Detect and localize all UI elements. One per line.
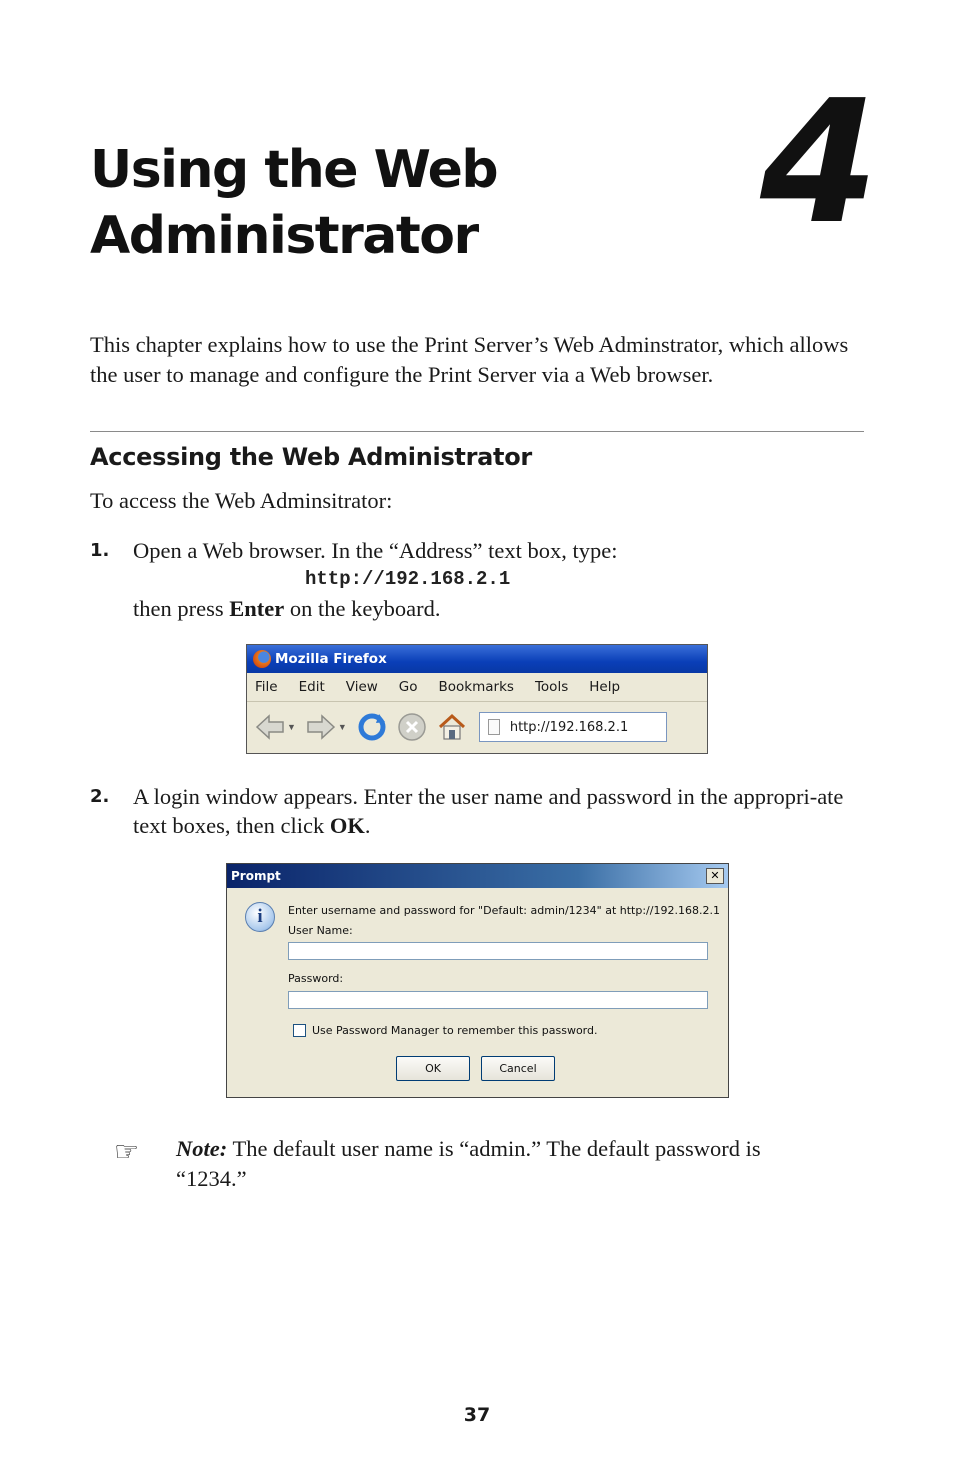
section-divider <box>90 431 864 432</box>
note-label: Note: <box>176 1136 228 1161</box>
back-dropdown-icon[interactable]: ▼ <box>287 722 296 732</box>
cancel-button[interactable]: Cancel <box>481 1056 555 1081</box>
password-label: Password: <box>288 972 344 985</box>
step-1-after: on the keyboard. <box>284 596 441 621</box>
menu-bookmarks[interactable]: Bookmarks <box>438 679 514 695</box>
step-1-then: then press <box>133 596 230 621</box>
address-bar[interactable] <box>479 712 667 742</box>
section-lead: To access the Web Adminsitrator: <box>90 488 393 513</box>
step-1-number: 1. <box>90 540 110 561</box>
prompt-titlebar <box>227 864 728 888</box>
menu-view[interactable]: View <box>345 679 378 695</box>
step-2-text <box>133 782 863 840</box>
menu-file[interactable]: File <box>255 679 278 695</box>
ok-button[interactable]: OK <box>396 1056 470 1081</box>
menu-edit[interactable]: Edit <box>298 679 325 695</box>
password-field[interactable] <box>288 991 708 1009</box>
ok-label: OK <box>329 813 365 838</box>
pointing-hand-icon: ☞ <box>114 1135 140 1168</box>
step-1-text <box>133 536 853 623</box>
menu-go[interactable]: Go <box>398 679 418 695</box>
page-number: 37 <box>463 1404 491 1426</box>
chapter-title-line1: Using the Web <box>90 140 498 200</box>
firefox-screenshot <box>246 644 708 754</box>
back-arrow-icon[interactable] <box>253 710 287 744</box>
firefox-logo-icon <box>253 650 271 668</box>
username-field[interactable] <box>288 942 708 960</box>
home-icon[interactable] <box>435 710 469 744</box>
step-2-instruction: A login window appears. Enter the user name and password in the appropri-ate text boxes, then click <box>133 784 844 838</box>
address-text: http://192.168.2.1 <box>509 719 629 735</box>
forward-arrow-icon[interactable] <box>304 710 338 744</box>
menu-help[interactable]: Help <box>589 679 621 695</box>
remember-password-checkbox[interactable] <box>293 1024 306 1037</box>
info-icon: i <box>245 902 275 932</box>
stop-icon[interactable] <box>395 710 429 744</box>
step-2-end: . <box>364 813 371 838</box>
close-icon[interactable]: ✕ <box>706 868 724 884</box>
menu-tools[interactable]: Tools <box>534 679 569 695</box>
username-label: User Name: <box>288 924 353 937</box>
prompt-message: Enter username and password for "Default: admin/1234" at http://192.168.2.1 <box>288 904 720 917</box>
chapter-title-line2: Administrator <box>90 206 478 266</box>
page-icon <box>488 719 500 735</box>
firefox-menubar <box>247 673 707 702</box>
firefox-title: Mozilla Firefox <box>275 651 387 667</box>
note <box>176 1134 816 1194</box>
chapter-number: 4 <box>760 64 879 262</box>
reload-icon[interactable] <box>355 710 389 744</box>
intro-paragraph: This chapter explains how to use the Print Server’s Web Adminstrator, which allows the user to manage and configure the Print Server via a Web browser. <box>90 332 849 387</box>
chapter-title <box>90 137 497 269</box>
enter-key-label: Enter <box>229 596 285 621</box>
remember-password-label: Use Password Manager to remember this password. <box>312 1024 598 1037</box>
step-2-number: 2. <box>90 786 110 807</box>
prompt-title: Prompt <box>231 869 281 883</box>
step-1-instruction: Open a Web browser. In the “Address” text box, type: <box>133 538 618 563</box>
login-prompt-dialog <box>226 863 729 1098</box>
note-text: The default user name is “admin.” The default password is “1234.” <box>176 1136 761 1191</box>
forward-dropdown-icon[interactable]: ▼ <box>337 722 347 732</box>
step-1-followup <box>133 594 853 623</box>
firefox-titlebar <box>247 645 707 673</box>
step-1-url: http://192.168.2.1 <box>305 568 511 590</box>
firefox-navbar <box>247 702 707 752</box>
section-heading: Accessing the Web Administrator <box>90 443 532 471</box>
